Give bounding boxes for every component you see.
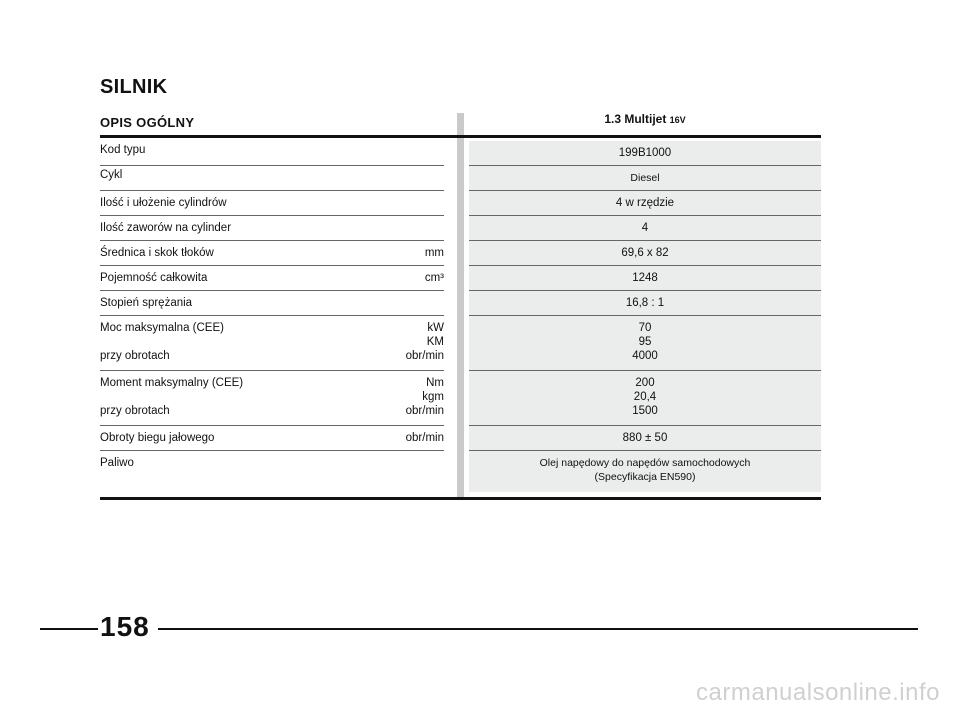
row-label: Stopień sprężania [100,297,193,309]
row-value: 1248 [632,272,658,284]
row-sub-unit: obr/min [405,350,444,362]
spec-row-fuel [100,450,821,492]
row-label: Cykl [100,169,123,181]
row-value: 16,8 : 1 [625,297,665,309]
row-label: Moc maksymalna (CEE) [100,322,224,334]
model-suffix: 16V [669,115,686,125]
row-value-2: 20,4 [633,391,657,403]
row-value: 70 [638,322,652,334]
row-value: 4 w rzędzie [615,197,675,209]
row-label: Paliwo [100,457,134,469]
row-unit: mm [424,247,444,259]
top-rule [100,135,821,138]
row-label: Ilość i ułożenie cylindrów [100,197,227,209]
row-label: Pojemność całkowita [100,272,208,284]
row-label: Moment maksymalny (CEE) [100,377,244,389]
watermark: carmanualsonline.info [696,679,940,706]
row-value: Diesel [630,172,660,184]
row-sub-unit: obr/min [405,405,444,417]
section-title: OPIS OGÓLNY [100,115,195,130]
page-number-rule-left [40,628,98,630]
page-title: SILNIK [100,76,168,98]
row-value-2: (Specyfikacja EN590) [594,471,696,483]
spec-row-bore-stroke [100,240,821,265]
row-value: 199B1000 [618,147,672,159]
spec-table [100,141,821,492]
row-value-2: 95 [638,336,652,348]
spec-row-max-torque [100,370,821,425]
row-unit: obr/min [405,432,444,444]
spec-row-displacement [100,265,821,290]
row-sub-label: przy obrotach [100,405,170,417]
row-sub-label: przy obrotach [100,350,170,362]
row-label: Obroty biegu jałowego [100,432,215,444]
row-unit-2: KM [426,336,444,348]
page-number-rule-right [158,628,918,630]
row-label: Ilość zaworów na cylinder [100,222,232,234]
row-value: 4 [641,222,649,234]
row-value: 880 ± 50 [622,432,668,444]
spec-row-type-code [100,141,821,165]
model-heading [470,112,820,126]
row-value-3: 1500 [632,405,658,417]
row-unit-2: kgm [422,391,444,403]
row-unit: kW [427,322,444,334]
row-label: Kod typu [100,144,146,156]
model-name: 1.3 Multijet [604,112,667,126]
row-value: Olej napędowy do napędów samochodowych [539,457,751,469]
spec-row-compression [100,290,821,315]
bottom-rule [100,497,821,500]
spec-row-cycle [100,165,821,190]
page-number: 158 [100,611,150,642]
row-value: 200 [635,377,655,389]
row-label: Średnica i skok tłoków [100,247,214,259]
spec-row-max-power [100,315,821,370]
row-unit: cm³ [424,272,444,284]
spec-row-cylinders [100,190,821,215]
spec-row-valves [100,215,821,240]
row-value-3: 4000 [632,350,658,362]
spec-row-idle-speed [100,425,821,450]
row-unit: Nm [426,377,444,389]
row-value: 69,6 x 82 [621,247,669,259]
